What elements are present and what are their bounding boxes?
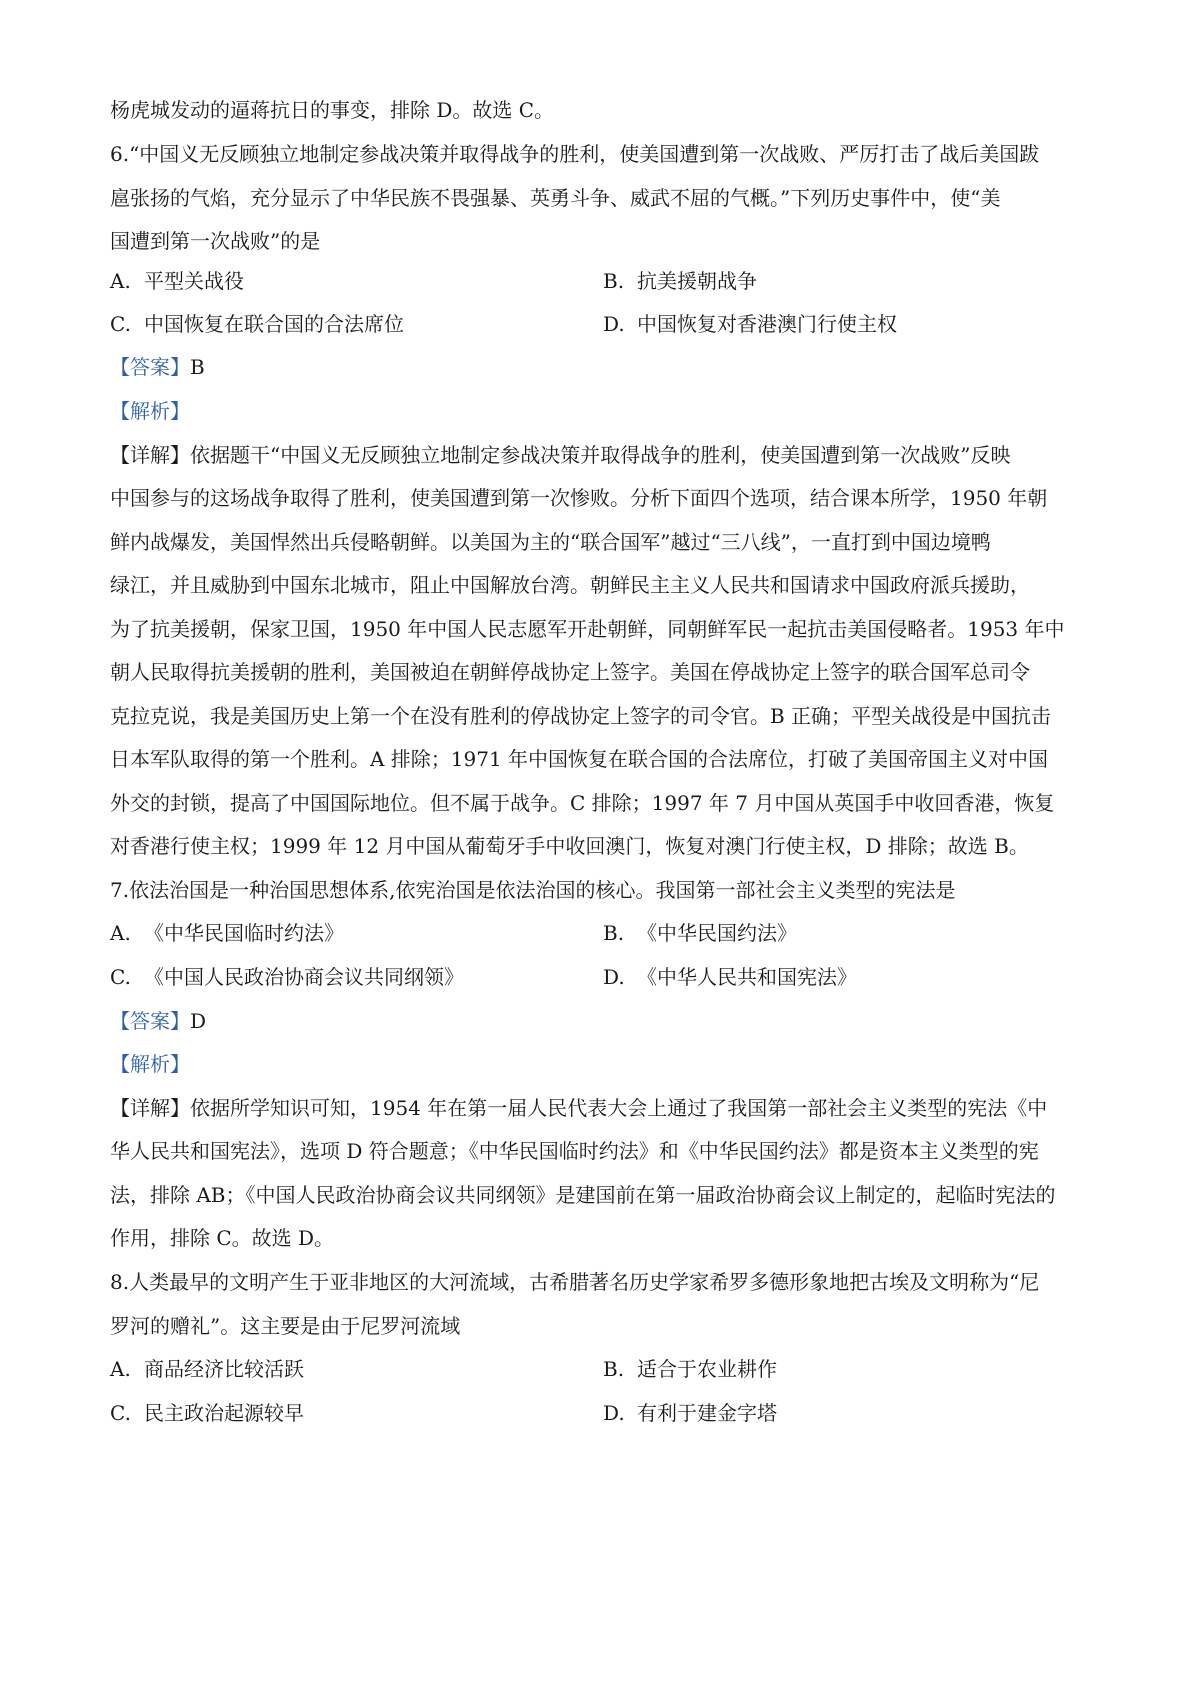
carryover-text: 杨虎城发动的逼蒋抗日的事变，排除 D。故选 C。 (110, 98, 555, 122)
option-letter: A. (110, 269, 131, 293)
q6-stem-line-3: 国遭到第一次战败”的是 (110, 229, 321, 253)
q7-option-a (110, 918, 344, 948)
detail-tag: 【详解】 (110, 1096, 190, 1120)
q7-detail-line-1 (110, 1093, 1100, 1123)
detail-text: 依据题干“中国义无反顾独立地制定参战决策并取得战争的胜利，使美国遭到第一次战败”反映 (190, 443, 1011, 467)
option-letter: D. (603, 965, 625, 989)
q6-detail-line-3: 鲜内战爆发，美国悍然出兵侵略朝鲜。以美国为主的“联合国军”越过“三八线”，一直打到中国边境鸭 (110, 530, 991, 554)
q6-answer (110, 352, 1100, 382)
answer-tag: 【答案】 (110, 355, 190, 379)
q6-detail-line-6: 朝人民取得抗美援朝的胜利，美国被迫在朝鲜停战协定上签字。美国在停战协定上签字的联合国军总司令 (110, 660, 1030, 684)
option-text: 中国恢复对香港澳门行使主权 (637, 312, 897, 336)
q7-analysis (110, 1049, 1100, 1079)
option-text: 《中华人民共和国宪法》 (637, 965, 857, 989)
q7-option-b (603, 918, 797, 948)
option-letter: B. (603, 269, 625, 293)
q6-option-b (603, 266, 757, 296)
option-letter: D. (603, 312, 625, 336)
option-letter: D. (603, 1401, 625, 1425)
option-letter: B. (603, 921, 625, 945)
q6-detail-line-8: 日本军队取得的第一个胜利。A 排除；1971 年中国恢复在联合国的合法席位，打破了美国帝国主义对中国 (110, 747, 1049, 771)
q7-answer (110, 1006, 1100, 1036)
q7-option-c (110, 962, 464, 992)
q6-option-d (603, 309, 897, 339)
option-text: 《中国人民政治协商会议共同纲领》 (144, 965, 464, 989)
q8-option-d (603, 1398, 777, 1428)
detail-text: 依据所学知识可知，1954 年在第一届人民代表大会上通过了我国第一部社会主义类型的宪法《中 (190, 1096, 1048, 1120)
q6-detail-line-7: 克拉克说，我是美国历史上第一个在没有胜利的停战协定上签字的司令官。B 正确；平型关战役是中国抗击 (110, 704, 1052, 728)
option-letter: C. (110, 312, 131, 336)
q6-option-a (110, 266, 244, 296)
option-text: 有利于建金字塔 (637, 1401, 777, 1425)
q8-option-c (110, 1398, 304, 1428)
q6-detail-line-5: 为了抗美援朝，保家卫国，1950 年中国人民志愿军开赴朝鲜，同朝鲜军民一起抗击美国侵略者。1953 年中 (110, 617, 1065, 641)
option-text: 适合于农业耕作 (637, 1357, 777, 1381)
option-text: 《中华民国约法》 (637, 921, 797, 945)
q6-detail-line-10: 对香港行使主权；1999 年 12 月中国从葡萄牙手中收回澳门，恢复对澳门行使主权，D 排除；故选 B。 (110, 834, 1029, 858)
option-letter: A. (110, 921, 131, 945)
q7-detail-line-4: 作用，排除 C。故选 D。 (110, 1226, 335, 1250)
q6-analysis (110, 396, 1100, 426)
analysis-tag: 【解析】 (110, 399, 190, 423)
answer-tag: 【答案】 (110, 1009, 190, 1033)
q6-option-c (110, 309, 404, 339)
q8-stem-line-1: 8.人类最早的文明产生于亚非地区的大河流域，古希腊著名历史学家希罗多德形象地把古埃及文明称为“尼 (110, 1270, 1040, 1294)
option-letter: A. (110, 1357, 131, 1381)
q8-option-b (603, 1354, 777, 1384)
analysis-tag: 【解析】 (110, 1052, 190, 1076)
option-text: 商品经济比较活跃 (144, 1357, 304, 1381)
q6-detail-line-4: 绿江，并且威胁到中国东北城市，阻止中国解放台湾。朝鲜民主主义人民共和国请求中国政府派兵援助， (110, 573, 1030, 597)
option-letter: B. (603, 1357, 625, 1381)
answer-value: B (190, 355, 205, 379)
detail-tag: 【详解】 (110, 443, 190, 467)
option-letter: C. (110, 965, 131, 989)
q8-stem-line-2: 罗河的赠礼”。这主要是由于尼罗河流域 (110, 1314, 461, 1338)
q6-detail-line-2: 中国参与的这场战争取得了胜利，使美国遭到第一次惨败。分析下面四个选项，结合课本所学，1950 年朝 (110, 486, 1048, 510)
q7-detail-line-3: 法，排除 AB；《中国人民政治协商会议共同纲领》是建国前在第一届政治协商会议上制定的，起临时宪法的 (110, 1183, 1056, 1207)
q7-detail-line-2: 华人民共和国宪法》，选项 D 符合题意；《中华民国临时约法》和《中华民国约法》都是资本主义类型的宪 (110, 1139, 1039, 1163)
option-text: 抗美援朝战争 (637, 269, 757, 293)
q6-stem-line-2: 扈张扬的气焰，充分显示了中华民族不畏强暴、英勇斗争、威武不屈的气概。”下列历史事件中，使“美 (110, 186, 1001, 210)
q7-stem-line-1: 7.依法治国是一种治国思想体系,依宪治国是依法治国的核心。我国第一部社会主义类型的宪法是 (110, 878, 956, 902)
option-text: 民主政治起源较早 (144, 1401, 304, 1425)
option-text: 中国恢复在联合国的合法席位 (144, 312, 404, 336)
option-letter: C. (110, 1401, 131, 1425)
q6-stem-line-1: 6.“中国义无反顾独立地制定参战决策并取得战争的胜利，使美国遭到第一次战败、严厉打击了战后美国跋 (110, 142, 1040, 166)
q6-detail-line-1 (110, 440, 1100, 470)
q7-option-d (603, 962, 857, 992)
q8-option-a (110, 1354, 304, 1384)
option-text: 平型关战役 (144, 269, 244, 293)
answer-value: D (190, 1009, 207, 1033)
q6-detail-line-9: 外交的封锁，提高了中国国际地位。但不属于战争。C 排除；1997 年 7 月中国从英国手中收回香港，恢复 (110, 791, 1055, 815)
option-text: 《中华民国临时约法》 (144, 921, 344, 945)
